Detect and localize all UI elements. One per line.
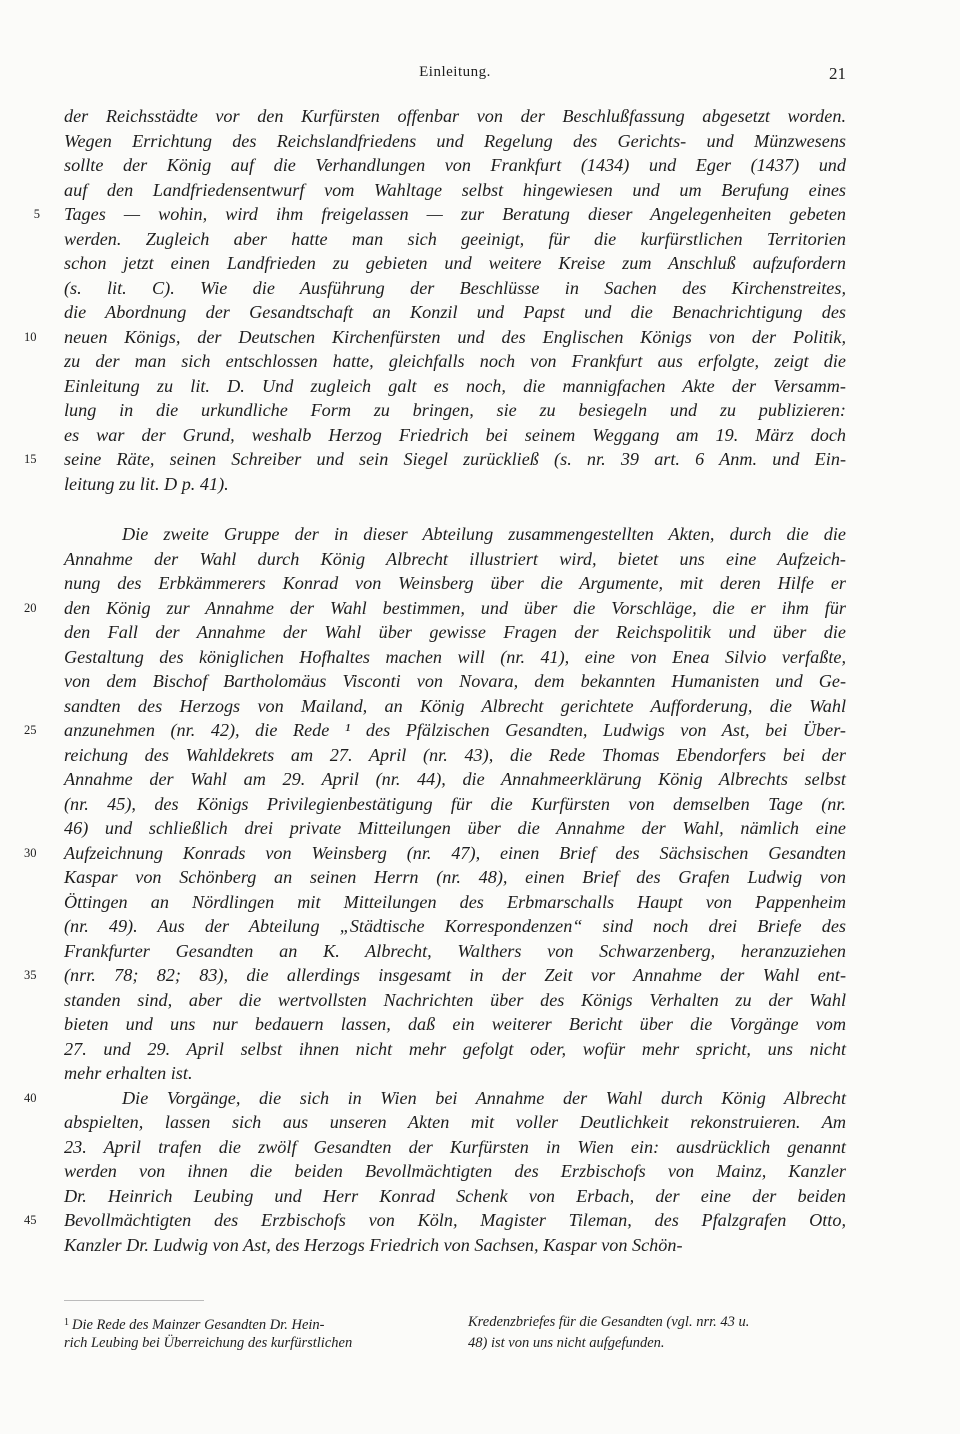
line-number: 40 xyxy=(24,1090,37,1105)
text-line: Tages — wohin, wird ihm freigelassen — zur Beratung dieser Angelegenheiten gebeten xyxy=(64,204,846,224)
footnote-marker: 1 xyxy=(64,1317,69,1328)
footnote-rule xyxy=(64,1300,204,1301)
line-number: 15 xyxy=(24,452,37,466)
text-line: Annahme der Wahl durch König Albrecht illustriert wird, bietet uns eine Aufzeich- xyxy=(64,548,846,569)
text-line: anzunehmen (nr. 42), die Rede ¹ des Pfälzischen Gesandten, Ludwigs von Ast, bei Über- xyxy=(64,720,846,740)
text-line: Aufzeichnung Konrads von Weinsberg (nr. 47), einen Brief des Sächsischen Gesandten xyxy=(64,842,846,863)
text-line: den Fall der Annahme der Wahl über gewisse Fragen der Reichspolitik und über die xyxy=(64,622,846,642)
text-line: Dr. Heinrich Leubing und Herr Konrad Schenk von Erbach, der eine der beiden xyxy=(64,1185,846,1206)
text-line: leitung zu lit. D p. 41). xyxy=(64,473,229,494)
footnote-line: 48) ist von uns nicht aufgefunden. xyxy=(468,1335,665,1351)
footnote-left-column xyxy=(64,1312,442,1354)
text-line: lung in die urkundliche Form zu bringen, sie zu besiegeln und zu publizieren: xyxy=(64,400,846,420)
footnote-line: Kredenzbriefes für die Gesandten (vgl. nrr. 43 u. xyxy=(468,1314,750,1330)
text-line: (s. lit. C). Wie die Ausführung der Beschlüsse in Sachen des Kirchenstreites, xyxy=(64,277,846,298)
running-header xyxy=(64,64,846,88)
text-line: sollte der König auf die Verhandlungen von Frankfurt (1434) und Eger (1437) und xyxy=(64,155,846,175)
text-line: von dem Bischof Bartholomäus Visconti von Novara, dem bekannten Humanisten und Ge- xyxy=(64,671,846,691)
running-title: Einleitung. xyxy=(419,64,491,80)
text-line: Wegen Errichtung des Reichslandfriedens und Regelung des Gerichts- und Münzwesens xyxy=(64,130,846,151)
text-line: 23. April trafen die zwölf Gesandten der Kurfürsten in Wien ein: ausdrücklich genannt xyxy=(64,1136,846,1157)
text-line: 46) und schließlich drei private Mitteilungen über die Annahme der Wahl, nämlich eine xyxy=(64,818,846,838)
text-line: der Reichsstädte vor den Kurfürsten offenbar von der Beschlußfassung abgesetzt worden. xyxy=(64,106,846,126)
text-line: Die Vorgänge, die sich in Wien bei Annahme der Wahl durch König Albrecht xyxy=(122,1087,846,1108)
text-line: 27. und 29. April selbst ihnen nicht mehr gefolgt oder, wofür mehr spricht, uns nicht xyxy=(64,1038,846,1059)
text-line: nung des Erbkämmerers Konrad von Weinsberg über die Argumente, mit deren Hilfe er xyxy=(64,573,846,593)
line-number: 35 xyxy=(24,968,37,982)
text-line: werden von ihnen die beiden Bevollmächtigten des Erzbischofs von Mainz, Kanzler xyxy=(64,1161,846,1181)
text-line: abspielten, lassen sich aus unseren Akten mit voller Deutlichkeit rekonstruieren. Am xyxy=(64,1112,846,1132)
text-line: den König zur Annahme der Wahl bestimmen, und über die Vorschläge, die er ihm für xyxy=(64,597,846,618)
text-line: (nr. 49). Aus der Abteilung „Städtische Korrespondenzen“ sind noch drei Briefe des xyxy=(64,916,846,936)
text-line: Kanzler Dr. Ludwig von Ast, des Herzogs Friedrich von Sachsen, Kaspar von Schön- xyxy=(64,1234,683,1255)
footnote-line: rich Leubing bei Überreichung des kurfürstlichen xyxy=(64,1335,353,1351)
text-line: (nr. 45), des Königs Privilegienbestätigung für die Kurfürsten von demselben Tage (nr. xyxy=(64,793,846,814)
text-line: Die zweite Gruppe der in dieser Abteilung zusammengestellten Akten, durch die die xyxy=(122,524,846,544)
line-number: 30 xyxy=(24,845,37,860)
text-line: sandten des Herzogs von Mailand, an König Albrecht gerichtete Aufforderung, die Wahl xyxy=(64,695,846,716)
text-line: Bevollmächtigten des Erzbischofs von Köln, Magister Tileman, des Pfalzgrafen Otto, xyxy=(64,1210,846,1230)
line-number: 25 xyxy=(24,723,37,737)
text-line: Öttingen an Nördlingen mit Mitteilungen des Erbmarschalls Haupt von Pappenheim xyxy=(64,891,846,912)
footnote-right-column xyxy=(468,1312,846,1354)
text-line: Frankfurter Gesandten an K. Albrecht, Walthers von Schwarzenberg, heranzuziehen xyxy=(64,940,846,961)
page-number: 21 xyxy=(829,64,846,83)
text-line: Gestaltung des königlichen Hofhaltes machen will (nr. 41), eine von Enea Silvio verfaßte, xyxy=(64,646,846,667)
line-number: 5 xyxy=(33,207,40,221)
text-line: Einleitung zu lit. D. Und zugleich galt es noch, die mannigfachen Akte der Versamm- xyxy=(64,375,846,396)
text-line: werden. Zugleich aber hatte man sich geeinigt, für die kurfürstlichen Territorien xyxy=(64,228,846,249)
text-line: es war der Grund, weshalb Herzog Friedrich bei seinem Weggang am 19. März doch xyxy=(64,424,846,445)
footnote-line: $^1$ Die Rede des Mainzer Gesandten Dr. Hein- xyxy=(64,1317,325,1333)
text-line: schon jetzt einen Landfrieden zu gebieten und weitere Kreise zum Anschluß aufzufordern xyxy=(64,253,846,273)
text-line: mehr erhalten ist. xyxy=(64,1063,193,1083)
line-number: 20 xyxy=(24,600,37,615)
text-line: bieten und uns nur bedauern lassen, daß ein weiterer Bericht über die Vorgänge vom xyxy=(64,1014,846,1034)
text-line: Annahme der Wahl am 29. April (nr. 44), die Annahmeerklärung König Albrechts selbst xyxy=(64,769,846,789)
text-line: seine Räte, seinen Schreiber und sein Siegel zurückließ (s. nr. 39 art. 6 Anm. und Ein- xyxy=(64,449,846,469)
text-line: standen sind, aber die wertvollsten Nachrichten über des Königs Verhalten zu der Wahl xyxy=(64,989,846,1010)
text-line: reichung des Wahldekrets am 27. April (nr. 43), die Rede Thomas Ebendorfers bei der xyxy=(64,744,846,765)
text-line: zu der man sich entschlossen hatte, gleichfalls noch von Frankfurt aus erfolgte, zeigt die xyxy=(64,351,846,371)
text-line: Kaspar von Schönberg an seinen Herrn (nr. 48), einen Brief des Grafen Ludwig von xyxy=(64,867,846,887)
text-line: (nrr. 78; 82; 83), die allerdings insgesamt in der Zeit vor Annahme der Wahl ent- xyxy=(64,965,846,985)
text-line: auf den Landfriedensentwurf vom Wahltage selbst hingewiesen und um Berufung eines xyxy=(64,179,846,200)
line-number: 10 xyxy=(24,329,37,344)
line-number: 45 xyxy=(24,1213,37,1227)
text-line: die Abordnung der Gesandtschaft an Konzil und Papst und die Benachrichtigung des xyxy=(64,302,846,322)
text-line: neuen Königs, der Deutschen Kirchenfürsten und des Englischen Königs von der Politik, xyxy=(64,326,846,347)
